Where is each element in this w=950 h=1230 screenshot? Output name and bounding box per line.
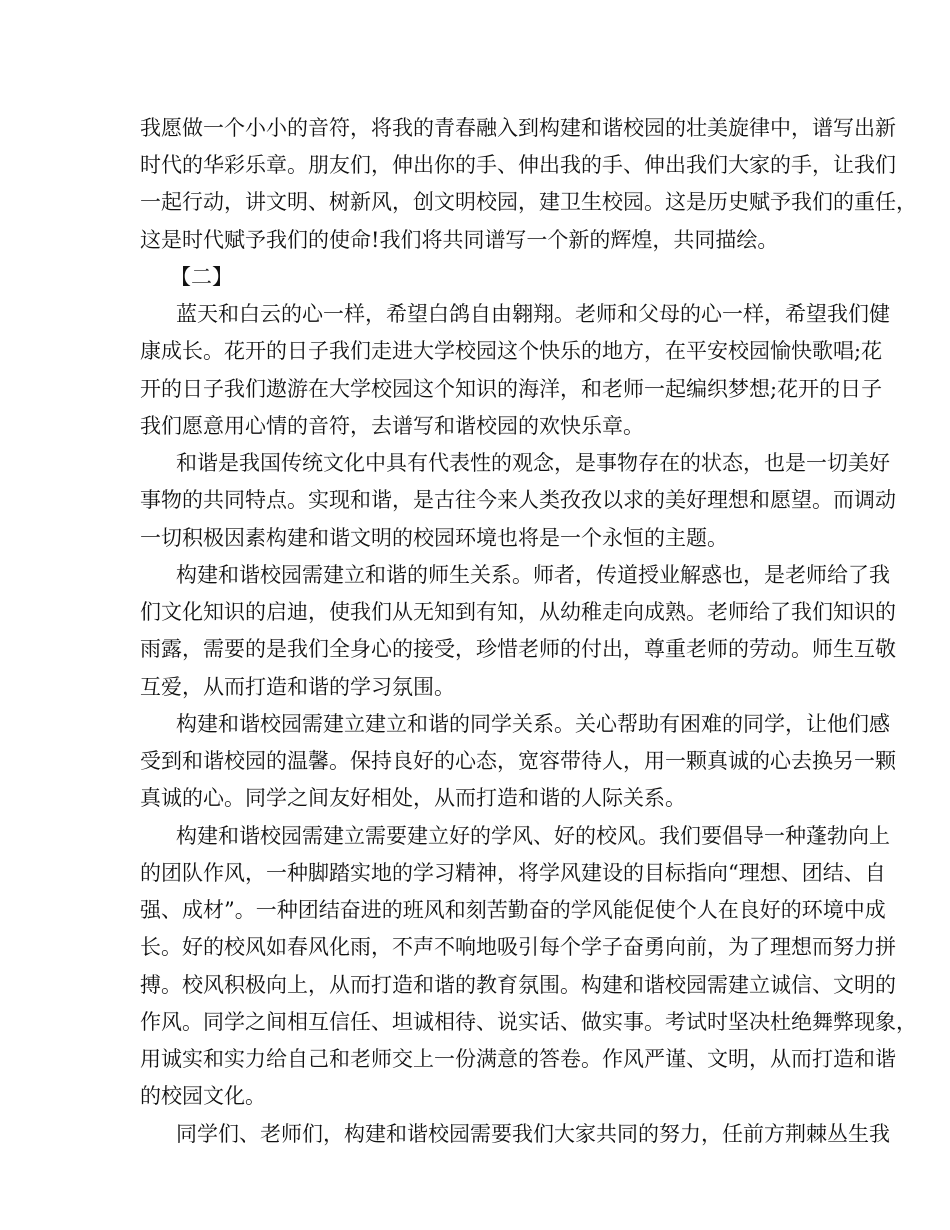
paragraph-line-21: 的团队作风，一种脚踏实地的学习精神，将学风建设的目标指向“理想、团结、自 xyxy=(140,861,886,885)
paragraph-line-16: 互爱，从而打造和谐的学习氛围。 xyxy=(140,675,455,699)
paragraph-line-7: 康成长。花开的日子我们走进大学校园这个快乐的地方，在平安校园愉快歌唱;花 xyxy=(140,339,883,363)
paragraph-line-28: 同学们、老师们，构建和谐校园需要我们大家共同的努力，任前方荆棘丛生我 xyxy=(176,1122,890,1146)
paragraph-line-24: 搏。校风积极向上，从而打造和谐的教育氛围。构建和谐校园需建立诚信、文明的 xyxy=(140,973,896,997)
paragraph-line-4: 这是时代赋予我们的使命!我们将共同谱写一个新的辉煌，共同描绘。 xyxy=(140,228,779,252)
paragraph-line-12: 一切积极因素构建和谐文明的校园环境也将是一个永恒的主题。 xyxy=(140,526,728,550)
paragraph-line-10: 和谐是我国传统文化中具有代表性的观念，是事物存在的状态，也是一切美好 xyxy=(176,451,890,475)
paragraph-line-26: 用诚实和实力给自己和老师交上一份满意的答卷。作风严谨、文明，从而打造和谐 xyxy=(140,1047,896,1071)
section-heading: 【二】 xyxy=(170,265,233,289)
paragraph-line-23: 长。好的校风如春风化雨，不声不响地吸引每个学子奋勇向前，为了理想而努力拼 xyxy=(140,935,896,959)
paragraph-line-19: 真诚的心。同学之间友好相处，从而打造和谐的人际关系。 xyxy=(140,786,686,810)
paragraph-line-20: 构建和谐校园需建立需要建立好的学风、好的校风。我们要倡导一种蓬勃向上 xyxy=(176,824,890,848)
paragraph-line-18: 受到和谐校园的温馨。保持良好的心态，宽容带待人，用一颗真诚的心去换另一颗 xyxy=(140,749,896,773)
paragraph-line-25: 作风。同学之间相互信任、坦诚相待、说实话、做实事。考试时坚决杜绝舞弊现象， xyxy=(140,1010,917,1034)
paragraph-line-11: 事物的共同特点。实现和谐，是古往今来人类孜孜以求的美好理想和愿望。而调动 xyxy=(140,488,896,512)
paragraph-line-27: 的校园文化。 xyxy=(140,1084,266,1108)
paragraph-line-1: 我愿做一个小小的音符，将我的青春融入到构建和谐校园的壮美旋律中，谱写出新 xyxy=(140,116,896,140)
paragraph-line-17: 构建和谐校园需建立建立和谐的同学关系。关心帮助有困难的同学，让他们感 xyxy=(176,712,890,736)
paragraph-line-22: 强、成材”。一种团结奋进的班风和刻苦勤奋的学风能促使个人在良好的环境中成 xyxy=(140,898,886,922)
paragraph-line-8: 开的日子我们遨游在大学校园这个知识的海洋，和老师一起编织梦想;花开的日子 xyxy=(140,377,883,401)
paragraph-line-3: 一起行动，讲文明、树新风，创文明校园，建卫生校园。这是历史赋予我们的重任， xyxy=(140,190,917,214)
paragraph-line-9: 我们愿意用心情的音符，去谱写和谐校园的欢快乐章。 xyxy=(140,414,644,438)
paragraph-line-14: 们文化知识的启迪，使我们从无知到有知，从幼稚走向成熟。老师给了我们知识的 xyxy=(140,600,896,624)
paragraph-line-2: 时代的华彩乐章。朋友们，伸出你的手、伸出我的手、伸出我们大家的手，让我们 xyxy=(140,153,896,177)
paragraph-line-13: 构建和谐校园需建立和谐的师生关系。师者，传道授业解惑也，是老师给了我 xyxy=(176,563,890,587)
paragraph-line-6: 蓝天和白云的心一样，希望白鸽自由翱翔。老师和父母的心一样，希望我们健 xyxy=(176,302,890,326)
paragraph-line-15: 雨露，需要的是我们全身心的接受，珍惜老师的付出，尊重老师的劳动。师生互敬 xyxy=(140,637,896,661)
